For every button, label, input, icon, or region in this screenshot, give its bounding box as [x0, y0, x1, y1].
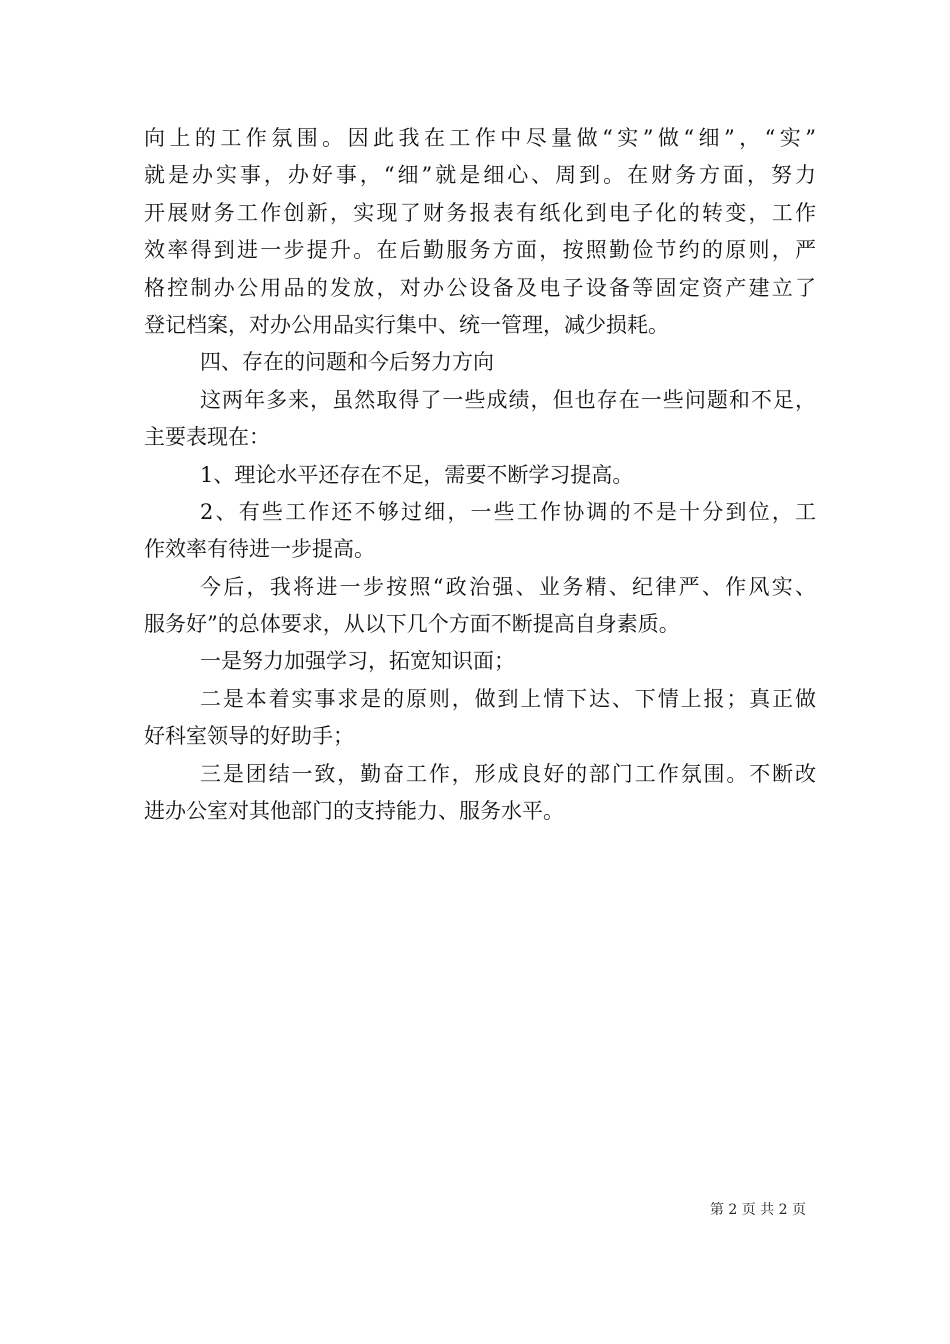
paragraph-line: 向上的工作氛围。因此我在工作中尽量做“实”做“细”，“实”: [144, 126, 816, 150]
paragraph-line: 作效率有待进一步提高。: [144, 537, 375, 562]
paragraph-line: 就是办实事，办好事，“细”就是细心、周到。在财务方面，努力: [144, 163, 816, 188]
paragraph-line: 服务好”的总体要求，从以下几个方面不断提高自身素质。: [144, 612, 680, 637]
paragraph-line: 这两年多来，虽然取得了一些成绩，但也存在一些问题和不足，: [200, 387, 816, 412]
paragraph-line: 好科室领导的好助手；: [144, 724, 354, 749]
list-item: 2、有些工作还不够过细，一些工作协调的不是十分到位，工: [200, 499, 816, 524]
paragraph-line: 今后，我将进一步按照“政治强、业务精、纪律严、作风实、: [200, 574, 816, 599]
page-number: 第 2 页 共 2 页: [709, 1202, 806, 1218]
paragraph-line: 主要表现在：: [144, 425, 270, 450]
paragraph-line: 登记档案，对办公用品实行集中、统一管理，减少损耗。: [144, 312, 669, 337]
list-item: 1、理论水平还存在不足，需要不断学习提高。: [200, 462, 634, 487]
section-heading: 四、存在的问题和今后努力方向: [200, 350, 494, 375]
paragraph-line: 进办公室对其他部门的支持能力、服务水平。: [144, 799, 564, 824]
paragraph-line: 效率得到进一步提升。在后勤服务方面，按照勤俭节约的原则，严: [144, 238, 816, 263]
paragraph-line: 开展财务工作创新，实现了财务报表有纸化到电子化的转变，工作: [144, 200, 816, 225]
paragraph-line: 格控制办公用品的发放，对办公设备及电子设备等固定资产建立了: [144, 275, 816, 300]
list-item: 三是团结一致，勤奋工作，形成良好的部门工作氛围。不断改: [200, 761, 816, 786]
document-body: [144, 120, 816, 830]
list-item: 二是本着实事求是的原则，做到上情下达、下情上报；真正做: [200, 686, 816, 711]
list-item: 一是努力加强学习，拓宽知识面；: [200, 649, 515, 674]
